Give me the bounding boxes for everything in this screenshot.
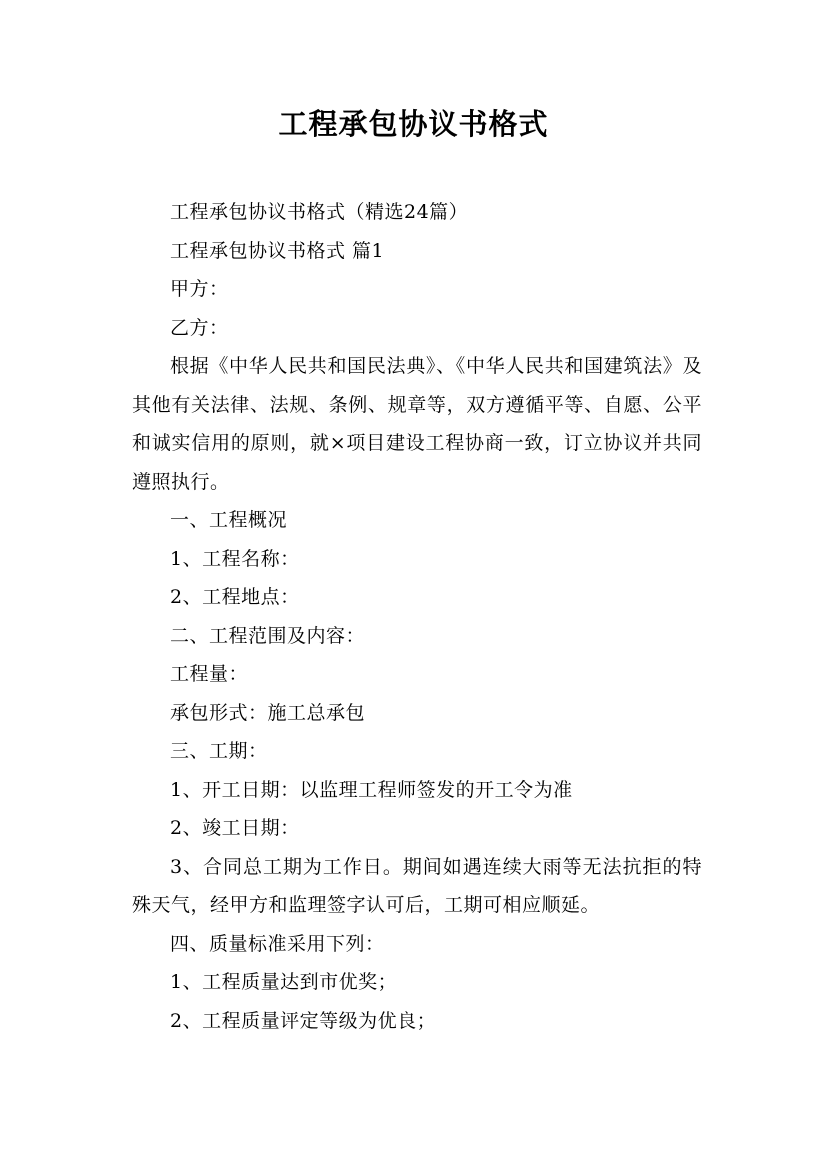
paragraph-item: 承包形式：施工总承包 <box>170 701 366 724</box>
paragraph-item: 3、合同总工期为工作日。期间如遇连续大雨等无法抗拒的特殊天气，经甲方和监理签字认可后，工期可相应顺延。 <box>132 855 702 916</box>
paragraph-item: 1、开工日期：以监理工程师签发的开工令为准 <box>170 778 573 801</box>
paragraph-item: 2、工程质量评定等级为优良； <box>170 1009 437 1032</box>
paragraph-clause-heading: 四、质量标准采用下列： <box>170 932 385 955</box>
paragraph-party-b: 乙方： <box>170 316 229 339</box>
paragraph-clause-heading: 三、工期： <box>170 740 268 762</box>
paragraph-clause-heading: 一、工程概况 <box>170 509 288 531</box>
paragraph-section-heading: 工程承包协议书格式 篇1 <box>170 239 385 262</box>
paragraph-subtitle: 工程承包协议书格式（精选24篇） <box>170 201 469 223</box>
paragraph-item: 1、工程名称： <box>170 547 300 570</box>
document-body <box>132 193 702 1040</box>
paragraph-clause-heading: 二、工程范围及内容： <box>170 624 366 647</box>
paragraph-preamble: 根据《中华人民共和国民法典》、《中华人民共和国建筑法》及其他有关法律、法规、条例、规章等，双方遵循平等、自愿、公平和诚实信用的原则，就×项目建设工程协商一致，订立协议并共同遵照执行。 <box>132 355 702 493</box>
paragraph-item: 工程量： <box>170 663 249 685</box>
paragraph-party-a: 甲方： <box>170 278 229 300</box>
paragraph-item: 2、竣工日期： <box>170 817 300 839</box>
paragraph-item: 1、工程质量达到市优奖； <box>170 971 398 993</box>
document-title: 工程承包协议书格式 <box>278 107 549 141</box>
paragraph-item: 2、工程地点： <box>170 586 300 608</box>
